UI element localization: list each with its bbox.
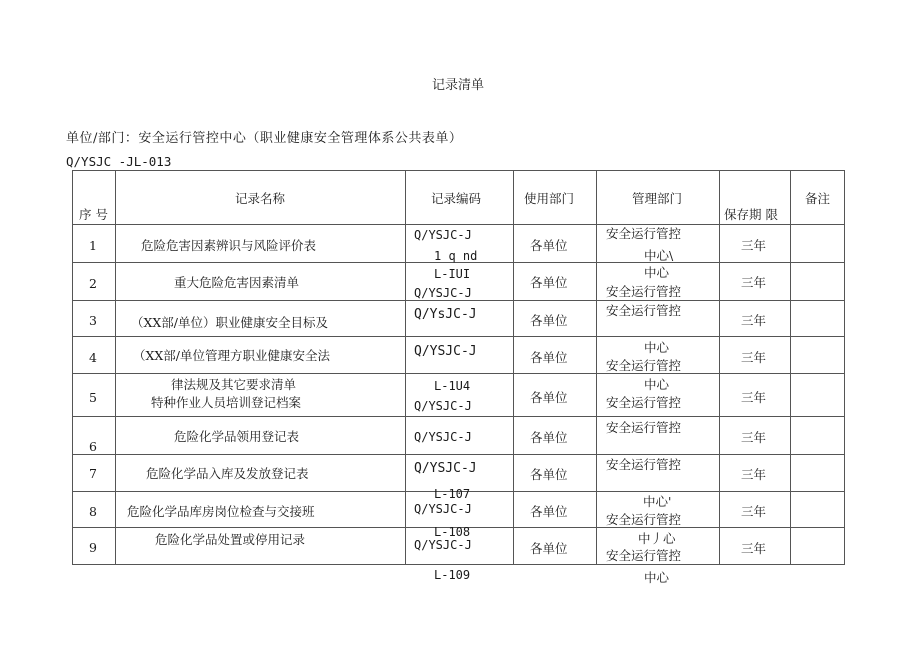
row-seq: 9 [89, 540, 97, 555]
header-retention-period: 保存期 限 [724, 207, 778, 222]
table-row-divider [72, 224, 845, 225]
row-retention: 三年 [741, 275, 767, 290]
row-record-code-fragment: 1 q nd [434, 249, 478, 263]
table-col-divider [596, 170, 597, 565]
row-seq: 5 [89, 390, 97, 405]
row-record-name: 重大危险危害因素清单 [174, 275, 300, 290]
table-col-divider [405, 170, 406, 565]
row-retention: 三年 [741, 430, 767, 445]
row-mgmt-dept: 安全运行管控 [606, 303, 682, 318]
row-use-dept: 各单位 [530, 541, 568, 556]
row-record-code: Q/YSJC-J [414, 286, 472, 300]
row-use-dept: 各单位 [530, 390, 568, 405]
row-seq: 1 [89, 238, 97, 253]
row-record-code: Q/YSJC-J [414, 430, 472, 444]
row-mgmt-dept-fragment: 中心' [643, 494, 672, 509]
row-mgmt-dept: 安全运行管控 [606, 358, 682, 373]
row-record-code: Q/YsJC-J [414, 307, 477, 322]
row-mgmt-dept-fragment: 中丿心 [638, 531, 676, 546]
row-use-dept: 各单位 [530, 238, 568, 253]
row-use-dept: 各单位 [530, 313, 568, 328]
row-use-dept: 各单位 [530, 504, 568, 519]
table-col-divider [513, 170, 514, 565]
document-title: 记录清单 [432, 78, 485, 93]
row-retention: 三年 [741, 504, 767, 519]
row-record-name: 危险化学品入库及发放登记表 [146, 466, 309, 481]
row-retention: 三年 [741, 390, 767, 405]
row-record-name: 特种作业人员培训登记档案 [151, 395, 302, 410]
row-record-name-continuation: 律法规及其它要求清单 [171, 377, 297, 392]
header-record-code: 记录编码 [431, 191, 482, 206]
row-record-code-fragment: L-IUI [434, 267, 471, 281]
row-mgmt-dept-fragment: 中心 [644, 340, 670, 355]
row-record-name: 危险化学品库房岗位检查与交接班 [127, 504, 315, 519]
row-retention: 三年 [741, 541, 767, 556]
row-seq: 4 [89, 350, 97, 365]
row-record-code-fragment: L-108 [434, 525, 471, 539]
row-mgmt-dept: 安全运行管控 [606, 226, 682, 241]
table-border-top [72, 170, 845, 171]
table-border-right [844, 170, 845, 565]
row-seq: 8 [89, 504, 97, 519]
table-col-divider [115, 170, 116, 565]
table-row-divider [72, 416, 845, 417]
table-border-left [72, 170, 73, 565]
header-mgmt-dept: 管理部门 [632, 191, 683, 206]
row-retention: 三年 [741, 238, 767, 253]
row-record-code: Q/YSJC-J [414, 502, 472, 516]
row-retention: 三年 [741, 467, 767, 482]
table-border-bottom [72, 564, 845, 565]
row-retention: 三年 [741, 313, 767, 328]
row-record-code: Q/YSJC-J [414, 399, 472, 413]
table-row-divider [72, 300, 845, 301]
row-mgmt-dept: 安全运行管控 [606, 548, 682, 563]
header-record-name: 记录名称 [235, 191, 286, 206]
header-note: 备注 [805, 191, 831, 206]
row-seq: 2 [89, 276, 97, 291]
table-col-divider [790, 170, 791, 565]
table-row-divider [72, 336, 845, 337]
row-seq: 3 [89, 313, 97, 328]
header-use-dept: 使用部门 [524, 191, 575, 206]
row-record-name: 危险化学品处置或停用记录 [155, 532, 306, 547]
row-record-code-fragment: L-107 [434, 487, 471, 501]
row-record-name: （XX部/单位管理方职业健康安全法 [133, 348, 331, 363]
row-mgmt-dept: 安全运行管控 [606, 284, 682, 299]
row-record-name: 危险化学品领用登记表 [174, 429, 300, 444]
row-mgmt-dept: 安全运行管控 [606, 512, 682, 527]
row-record-name: 危险危害因素辨识与风险评价表 [141, 238, 317, 253]
overflow-code-fragment: L-109 [434, 568, 471, 582]
row-mgmt-dept-fragment: 中心 [644, 377, 670, 392]
header-seq: 序 号 [79, 207, 108, 222]
row-mgmt-dept: 安全运行管控 [606, 420, 682, 435]
row-use-dept: 各单位 [530, 430, 568, 445]
row-use-dept: 各单位 [530, 275, 568, 290]
overflow-mgmt-fragment: 中心 [644, 570, 670, 585]
table-row-divider [72, 454, 845, 455]
row-mgmt-dept-fragment: 中心 [644, 265, 670, 280]
row-record-code: Q/YSJC-J [414, 228, 472, 242]
row-mgmt-dept: 安全运行管控 [606, 457, 682, 472]
row-mgmt-dept: 安全运行管控 [606, 395, 682, 410]
row-record-code: Q/YSJC-J [414, 461, 477, 476]
unit-department-line: 单位/部门：安全运行管控中心（职业健康安全管理体系公共表单） [66, 131, 463, 146]
row-record-name: （XX部/单位）职业健康安全目标及 [131, 315, 329, 330]
table-col-divider [719, 170, 720, 565]
row-mgmt-dept-fragment: 中心\ [644, 248, 674, 263]
row-record-code: Q/YSJC-J [414, 344, 477, 359]
row-record-code: Q/YSJC-J [414, 538, 472, 552]
row-use-dept: 各单位 [530, 467, 568, 482]
row-use-dept: 各单位 [530, 350, 568, 365]
row-retention: 三年 [741, 350, 767, 365]
row-record-code-fragment: L-1U4 [434, 379, 471, 393]
form-code: Q/YSJC -JL-013 [66, 154, 172, 169]
row-seq: 7 [89, 466, 97, 481]
table-row-divider [72, 373, 845, 374]
row-seq: 6 [89, 439, 97, 454]
